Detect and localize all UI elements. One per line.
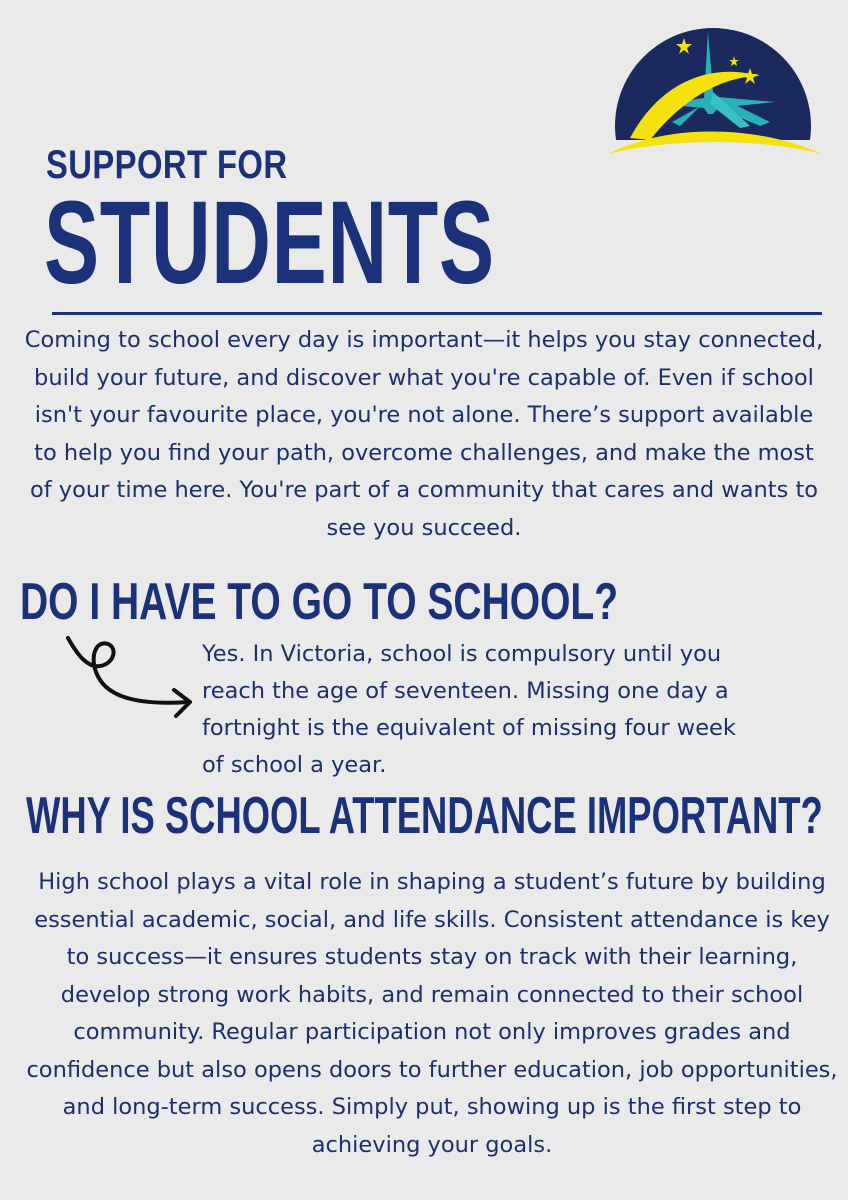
curly-arrow-icon bbox=[60, 632, 210, 732]
title-students: STUDENTS bbox=[44, 177, 495, 309]
title-support-for: SUPPORT FOR bbox=[46, 143, 288, 187]
attendance-paragraph: High school plays a vital role in shaping a student’s future by building essential academic, social, and life skills. Consistent attendance is key to success—it ensures students stay on track with their learning, develop strong work habits, and remain connected to their school community. Regular participation not only improves grades and confidence but also opens doors to further education, job opportunities, and long-term success. Simply put, showing up is the first step to achieving your goals. bbox=[26, 869, 838, 1158]
section-heading-why-important: WHY IS SCHOOL ATTENDANCE IMPORTANT? bbox=[26, 787, 823, 845]
answer-paragraph: Yes. In Victoria, school is compulsory until you reach the age of seventeen. Missing one day a fortnight is the equivalent of missing four week of school a year. bbox=[202, 641, 736, 778]
intro-paragraph: Coming to school every day is important—it helps you stay connected, build your future, and discover what you're capable of. Even if school isn't your favourite place, you're not alone. There’s support available to help you find your path, overcome challenges, and make the most of your time here. You're part of a community that cares and wants to see you succeed. bbox=[24, 327, 824, 541]
title-underline bbox=[52, 312, 822, 315]
section-heading-do-i-have-to: DO I HAVE TO GO TO SCHOOL? bbox=[20, 573, 619, 631]
shooting-star-logo-icon bbox=[600, 22, 826, 162]
